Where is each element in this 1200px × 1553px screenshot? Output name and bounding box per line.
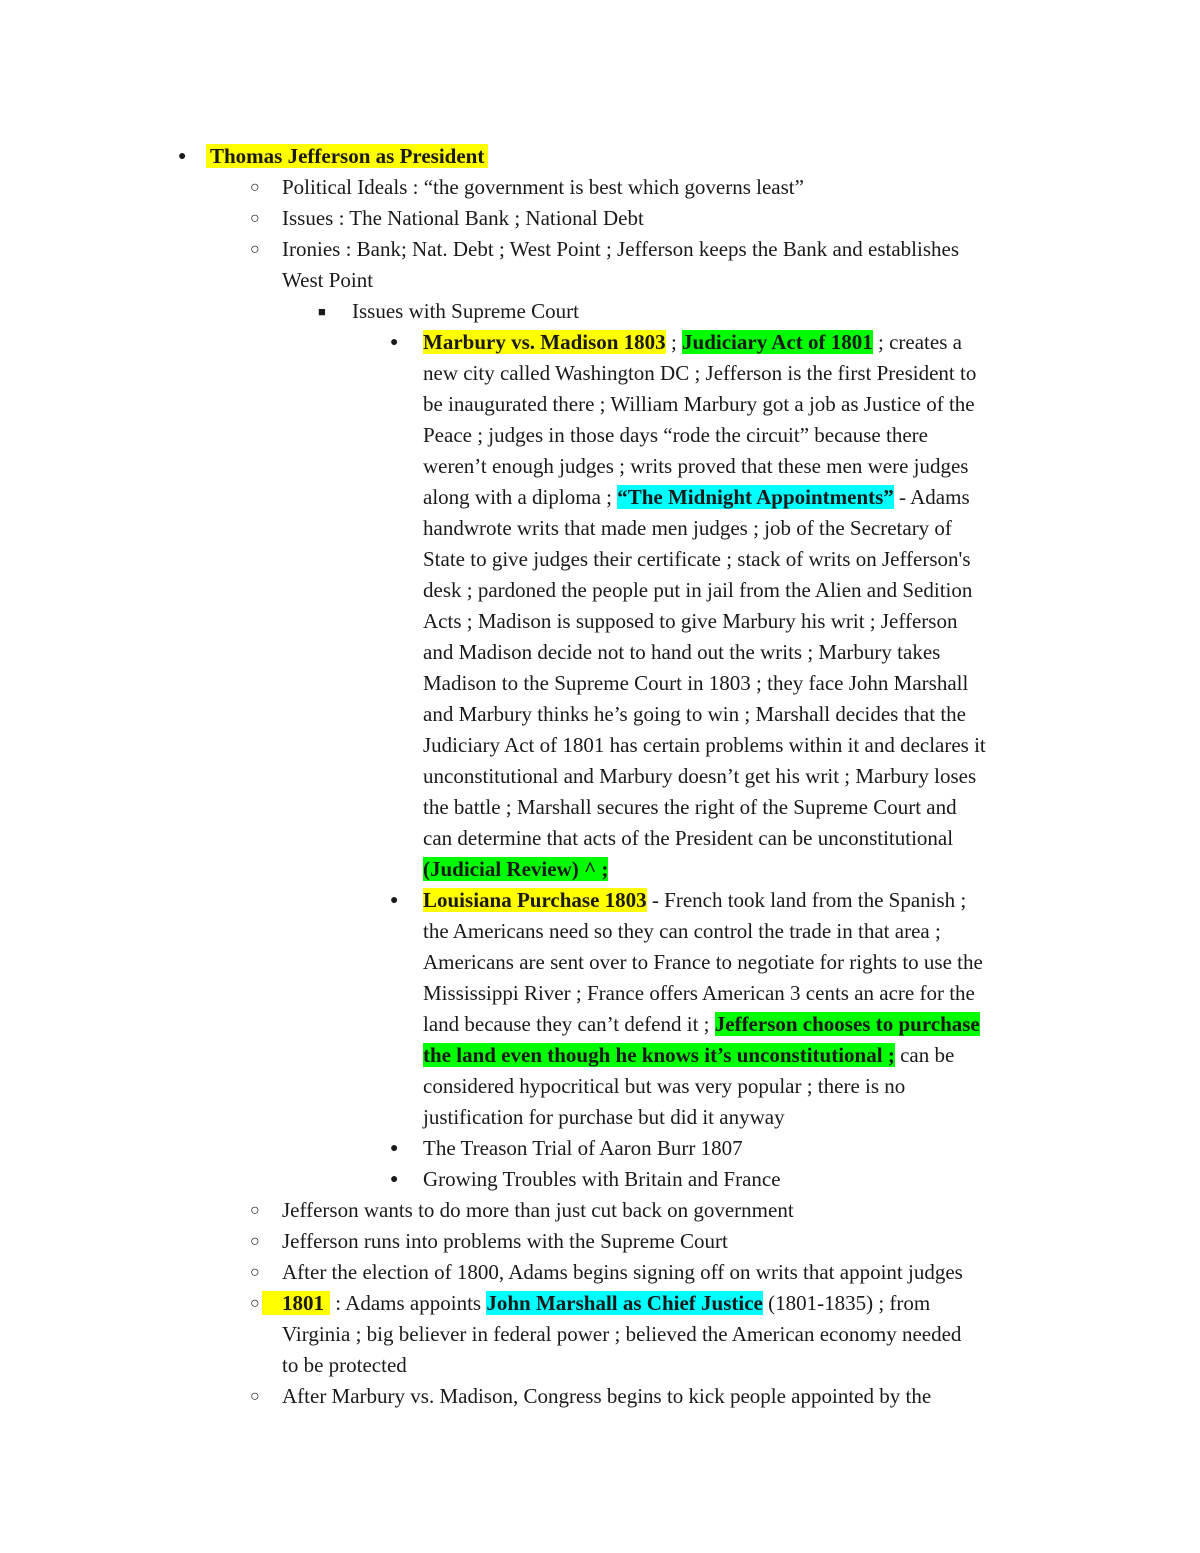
text-line: Peace ; judges in those days “rode the circuit” because there [423, 423, 928, 447]
bullet-icon: ● [390, 1172, 399, 1187]
text-line: Madison to the Supreme Court in 1803 ; they face John Marshall [423, 671, 969, 695]
louisiana-title: Louisiana Purchase 1803 [423, 888, 647, 912]
list-item-problems: Jefferson runs into problems with the Supreme Court [282, 1229, 728, 1253]
text-line: Americans are sent over to France to negotiate for rights to use the [423, 950, 983, 974]
list-item-political-ideals: Political Ideals : “the government is best which governs least” [282, 175, 804, 199]
circle-bullet-icon: ○ [250, 1264, 260, 1281]
marbury-first-line [423, 327, 962, 358]
list-item-ironies-cont: West Point [282, 268, 374, 292]
bullet-icon: ● [390, 335, 399, 350]
list-item-issues: Issues : The National Bank ; National Debt [282, 206, 644, 230]
text-line: the Americans need so they can control the trade in that area ; [423, 919, 941, 943]
text-line: Acts ; Madison is supposed to give Marbury his writ ; Jefferson [423, 609, 958, 633]
marbury-title: Marbury vs. Madison 1803 [423, 330, 666, 354]
text-line: justification for purchase but did it anyway [423, 1105, 785, 1129]
text-line: Mississippi River ; France offers American 3 cents an acre for the [423, 981, 975, 1005]
midnight-appointments: “The Midnight Appointments” [617, 485, 894, 509]
text-line: the battle ; Marshall secures the right of the Supreme Court and [423, 795, 957, 819]
text-fragment: : Adams appoints [330, 1291, 487, 1315]
judicial-review-line [423, 854, 608, 885]
list-item-troubles: Growing Troubles with Britain and France [423, 1167, 781, 1191]
text-fragment: can be [894, 1043, 955, 1067]
purchase-line [423, 1009, 980, 1040]
text-fragment: - Adams [893, 485, 970, 509]
text-fragment: (1801-1835) ; from [762, 1291, 931, 1315]
year-1801: 1801 [262, 1291, 330, 1315]
text-line: to be protected [282, 1353, 407, 1377]
louisiana-first-line [423, 885, 966, 916]
list-item-after-marbury: After Marbury vs. Madison, Congress begins to kick people appointed by the [282, 1384, 932, 1408]
midnight-line [423, 482, 970, 513]
heading-text: Thomas Jefferson as President [206, 144, 488, 168]
text-line: State to give judges their certificate ; stack of writs on Jefferson's [423, 547, 971, 571]
judicial-review: (Judicial Review) ^ ; [423, 857, 609, 881]
text-fragment: land because they can’t defend it ; [423, 1012, 715, 1036]
square-bullet-icon: ■ [318, 304, 326, 319]
text-line: and Marbury thinks he’s going to win ; Marshall decides that the [423, 702, 966, 726]
list-item-election: After the election of 1800, Adams begins signing off on writs that appoint judges [282, 1260, 963, 1284]
purchase-highlight-2: the land even though he knows it’s unconstitutional ; [423, 1043, 895, 1067]
john-marshall: John Marshall as Chief Justice [486, 1291, 763, 1315]
text-line: Virginia ; big believer in federal power ; believed the American economy needed [282, 1322, 962, 1346]
circle-bullet-icon: ○ [250, 210, 260, 227]
circle-bullet-icon: ○ [250, 1388, 260, 1405]
bullet-icon: ● [390, 893, 399, 908]
text-fragment: - French took land from the Spanish ; [646, 888, 967, 912]
circle-bullet-icon: ○ [250, 179, 260, 196]
purchase-highlight-1: Jefferson chooses to purchase [714, 1012, 980, 1036]
circle-bullet-icon: ○ [250, 1202, 260, 1219]
list-item-more: Jefferson wants to do more than just cut back on government [282, 1198, 794, 1222]
text-line: and Madison decide not to hand out the writs ; Marbury takes [423, 640, 941, 664]
text-line: desk ; pardoned the people put in jail from the Alien and Sedition [423, 578, 973, 602]
heading [206, 141, 488, 172]
text-line: unconstitutional and Marbury doesn’t get his writ ; Marbury loses [423, 764, 977, 788]
text-line: be inaugurated there ; William Marbury got a job as Justice of the [423, 392, 975, 416]
text-line: Judiciary Act of 1801 has certain problems within it and declares it [423, 733, 986, 757]
text-line: considered hypocritical but was very popular ; there is no [423, 1074, 906, 1098]
text-line: handwrote writs that made men judges ; job of the Secretary of [423, 516, 952, 540]
text-fragment: along with a diploma ; [423, 485, 618, 509]
text-line: new city called Washington DC ; Jefferson is the first President to [423, 361, 977, 385]
circle-bullet-icon: ○ [250, 1295, 260, 1312]
bullet-icon: ● [390, 1141, 399, 1156]
list-item-treason: The Treason Trial of Aaron Burr 1807 [423, 1136, 743, 1160]
text-line: weren’t enough judges ; writs proved that these men were judges [423, 454, 969, 478]
circle-bullet-icon: ○ [250, 241, 260, 258]
list-item-1801 [262, 1288, 930, 1319]
list-item-supreme-court: Issues with Supreme Court [352, 299, 579, 323]
circle-bullet-icon: ○ [250, 1233, 260, 1250]
marbury-after-act: ; creates a [872, 330, 962, 354]
list-item-ironies: Ironies : Bank; Nat. Debt ; West Point ; Jefferson keeps the Bank and establishes [282, 237, 959, 261]
marbury-sep: ; [665, 330, 683, 354]
text-line: can determine that acts of the President can be unconstitutional [423, 826, 954, 850]
bullet-icon: ● [178, 149, 187, 164]
purchase-line-2 [423, 1040, 954, 1071]
judiciary-act: Judiciary Act of 1801 [682, 330, 873, 354]
